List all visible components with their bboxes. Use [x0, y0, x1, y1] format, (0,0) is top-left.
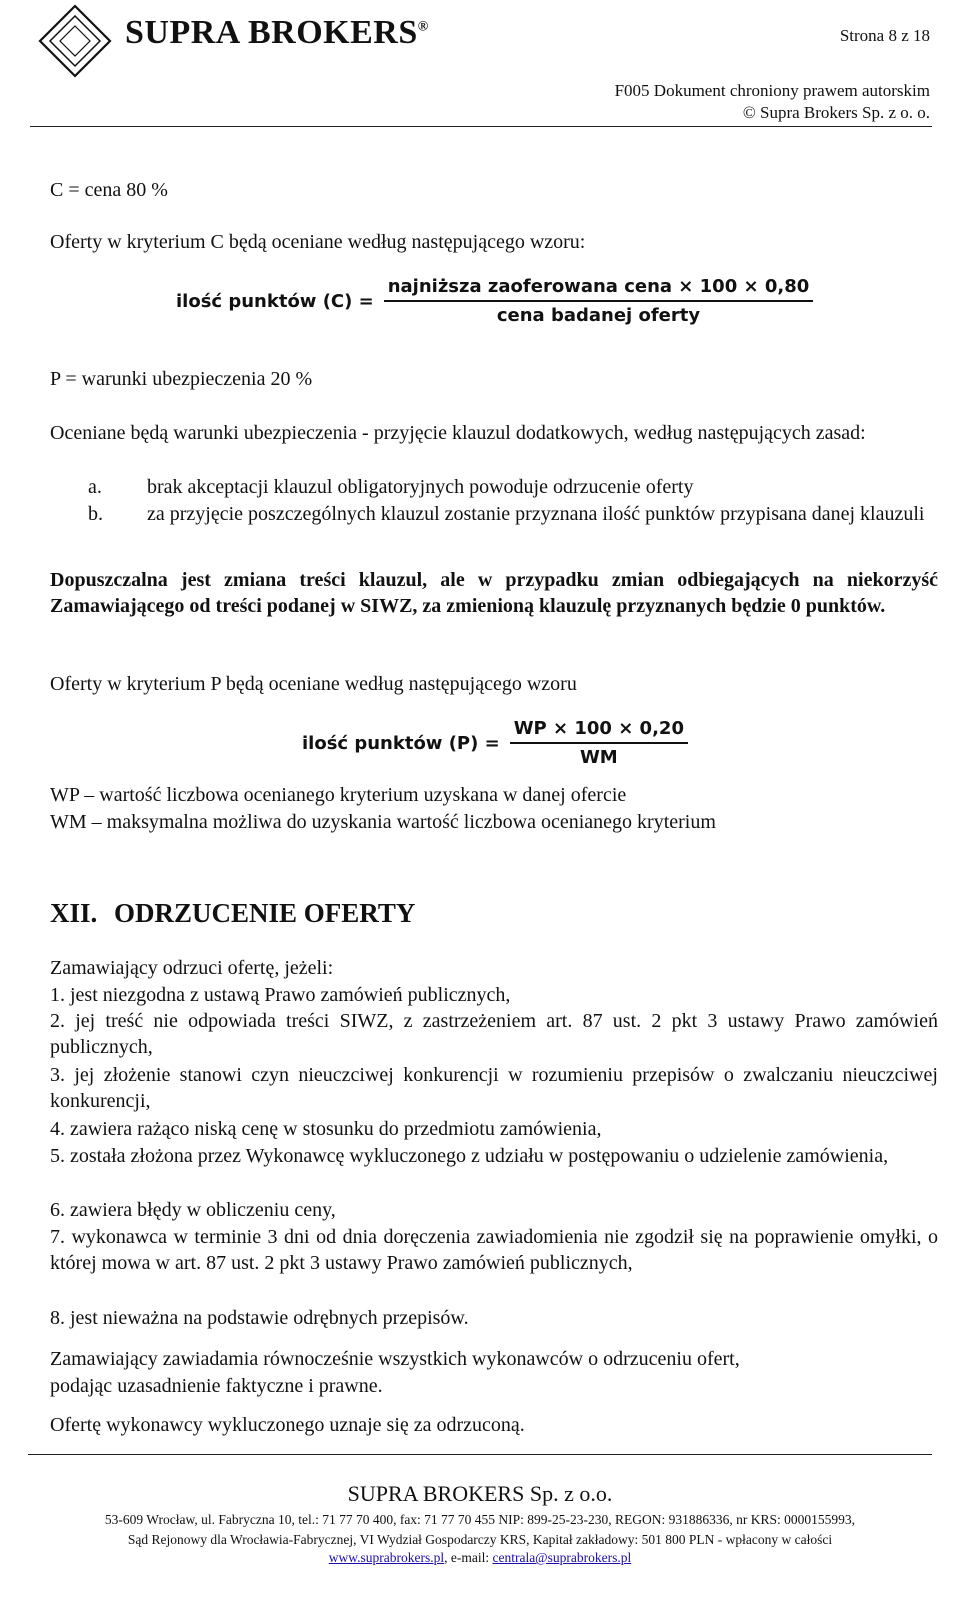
footer-address: [0, 1510, 960, 1550]
footer-divider: [28, 1454, 932, 1455]
copyright-notice: [615, 80, 930, 124]
website-link[interactable]: www.suprabrokers.pl: [328, 1550, 445, 1565]
rejection-item-2: 2. jej treść nie odpowiada treści SIWZ, z zastrzeżeniem art. 87 ust. 2 pkt 3 ustawy Prawo zamówień publicznych,: [50, 1010, 938, 1058]
section-number: XII.: [50, 898, 98, 928]
footer-contact: [0, 1550, 960, 1566]
footer-address-line-2: Sąd Rejonowy dla Wrocławia-Fabrycznej, VI Wydział Gospodarczy KRS, Kapitał zakładowy: 501 800 PLN - wpłacony w całości: [127, 1532, 833, 1547]
header-divider: [30, 126, 932, 127]
section-heading: [50, 898, 415, 929]
criterion-c-intro: Oferty w kryterium C będą oceniane według następującego wzoru:: [50, 231, 586, 253]
formula-p-fraction: [510, 718, 688, 768]
section-title: ODRZUCENIE OFERTY: [114, 898, 416, 928]
page-number: Strona 8 z 18: [839, 26, 930, 45]
formula-c-denominator: cena badanej oferty: [496, 305, 701, 326]
rejection-item-6: 6. zawiera błędy w obliczeniu ceny,: [50, 1199, 336, 1221]
formula-p-numerator: WP × 100 × 0,20: [510, 718, 688, 744]
notification-line-2: podając uzasadnienie faktyczne i prawne.: [50, 1375, 383, 1397]
list-marker: a.: [88, 476, 102, 498]
criterion-p-formula-intro: Oferty w kryterium P będą oceniane według następującego wzoru: [50, 673, 577, 695]
formula-c-lhs: ilość punktów (C) =: [176, 290, 374, 312]
criterion-p-title: P = warunki ubezpieczenia 20 %: [50, 368, 313, 390]
formula-c-numerator: najniższa zaoferowana cena × 100 × 0,80: [384, 276, 814, 302]
email-label: , e-mail:: [444, 1550, 493, 1565]
criterion-p-intro: Oceniane będą warunki ubezpieczenia - przyjęcie klauzul dodatkowych, według następujących zasad:: [50, 422, 866, 444]
rejection-intro: Zamawiający odrzuci ofertę, jeżeli:: [50, 957, 334, 979]
list-item-text: za przyjęcie poszczególnych klauzul zostanie przyznana ilość punktów przypisana danej klauzuli: [147, 503, 925, 525]
wm-definition: WM – maksymalna możliwa do uzyskania wartość liczbowa ocenianego kryterium: [50, 811, 716, 833]
brand-name: SUPRA BROKERS: [125, 14, 418, 51]
copyright-line-1: F005 Dokument chroniony prawem autorskim: [614, 81, 930, 100]
excluded-statement: Ofertę wykonawcy wykluczonego uznaje się za odrzuconą.: [50, 1414, 525, 1436]
rejection-item-3: 3. jej złożenie stanowi czyn nieuczciwej konkurencji w rozumieniu przepisów o zwalczaniu nieuczciwej konkurencji,: [50, 1064, 938, 1112]
notification-line-1: Zamawiający zawiadamia równocześnie wszystkich wykonawców o odrzuceniu ofert,: [50, 1348, 740, 1370]
criterion-c-formula: [176, 276, 813, 326]
criterion-p-formula: [302, 718, 688, 768]
brand-logo-text: [125, 14, 429, 52]
criterion-c-title: C = cena 80 %: [50, 179, 168, 201]
copyright-line-2: © Supra Brokers Sp. z o. o.: [742, 103, 930, 122]
email-link[interactable]: centrala@suprabrokers.pl: [492, 1550, 632, 1565]
rejection-item-5: 5. została złożona przez Wykonawcę wykluczonego z udziału w postępowaniu o udzielenie zamówienia,: [50, 1145, 889, 1167]
rejection-item-8: 8. jest nieważna na podstawie odrębnych przepisów.: [50, 1307, 469, 1329]
registered-mark: ®: [417, 19, 429, 35]
footer-address-line-1: 53-609 Wrocław, ul. Fabryczna 10, tel.: 71 77 70 400, fax: 71 77 70 455 NIP: 899-25-23-230, REGON: 931886336, nr KRS: 0000155993,: [104, 1512, 856, 1527]
rejection-item-7: 7. wykonawca w terminie 3 dni od dnia doręczenia zawiadomienia nie zgodził się na poprawienie omyłki, o której mowa w art. 87 ust. 2 pkt 3 ustawy Prawo zamówień publicznych,: [50, 1226, 938, 1274]
formula-p-lhs: ilość punktów (P) =: [302, 732, 500, 754]
criterion-p-item-b: [88, 501, 938, 527]
wp-definition: WP – wartość liczbowa ocenianego kryterium uzyskana w danej ofercie: [50, 784, 627, 806]
criterion-p-item-a: [88, 474, 938, 500]
rejection-item-1: 1. jest niezgodna z ustawą Prawo zamówień publicznych,: [50, 984, 511, 1006]
criterion-p-bold-note: Dopuszczalna jest zmiana treści klauzul, ale w przypadku zmian odbiegających na niekorzyść Zamawiającego od treści podanej w SIWZ, za zmienioną klauzulę przyznanych będzie 0 punktów.: [50, 569, 938, 617]
rejection-item-4: 4. zawiera rażąco niską cenę w stosunku do przedmiotu zamówienia,: [50, 1118, 602, 1140]
list-marker: b.: [88, 503, 103, 525]
formula-c-fraction: [384, 276, 814, 326]
footer-company: SUPRA BROKERS Sp. z o.o.: [347, 1481, 613, 1506]
formula-p-denominator: WM: [579, 747, 618, 768]
list-item-text: brak akceptacji klauzul obligatoryjnych powoduje odrzucenie oferty: [147, 476, 694, 498]
diamond-logo-icon: [38, 4, 112, 78]
